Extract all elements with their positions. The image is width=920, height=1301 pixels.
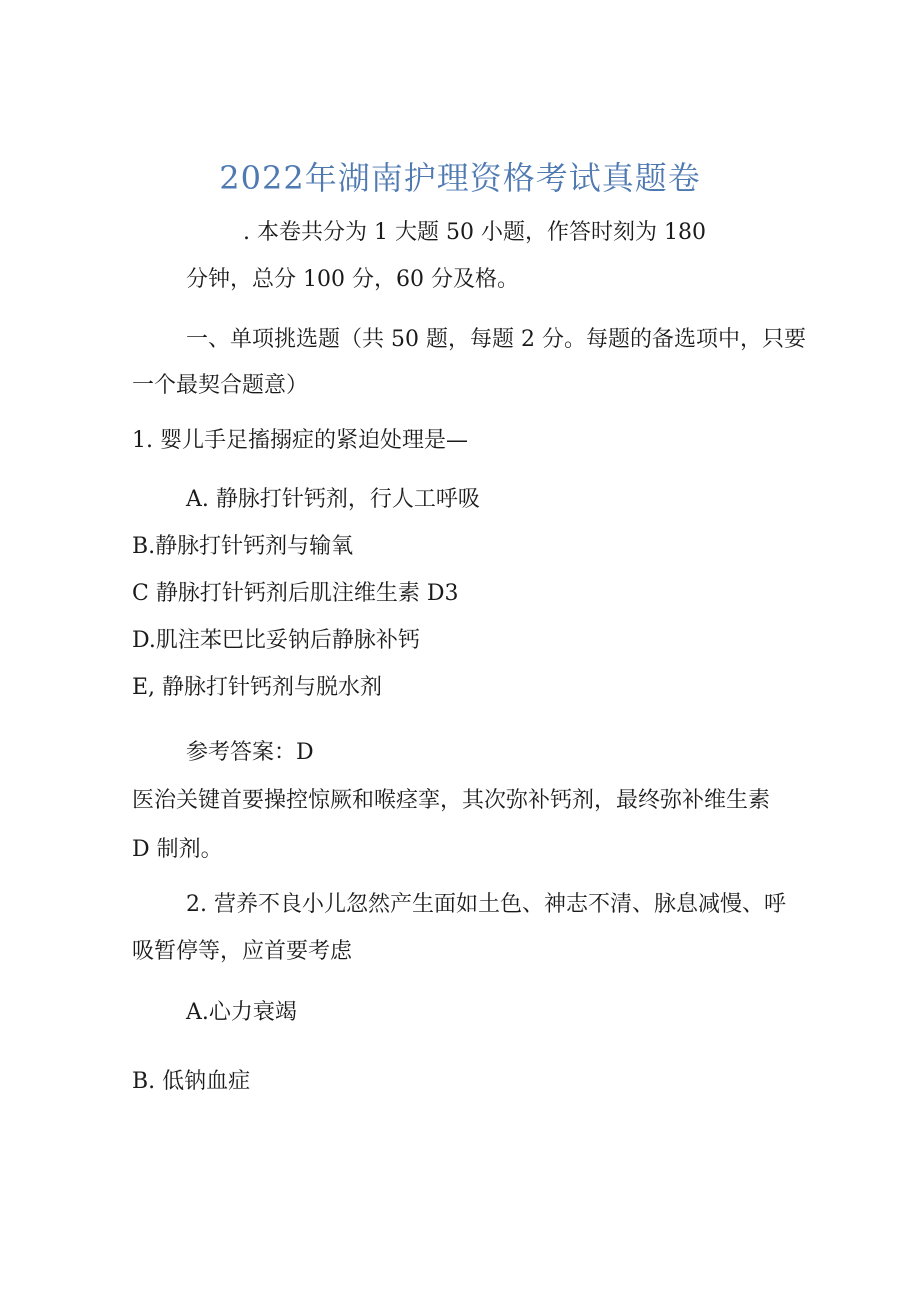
question-1-explanation-line-1: 医治关键首要操控惊厥和喉痉挛，其次弥补钙剂，最终弥补维生素	[132, 788, 771, 813]
question-1-option-b: B.静脉打针钙剂与输氧	[132, 534, 354, 559]
question-1-option-d: D.肌注苯巴比妥钠后静脉补钙	[132, 628, 420, 653]
question-1-option-e: E, 静脉打针钙剂与脱水剂	[132, 675, 383, 700]
question-2-option-a: A.心力衰竭	[186, 1000, 297, 1025]
intro-line-2: 分钟，总分 100 分，60 分及格。	[186, 267, 519, 292]
question-1-answer: 参考答案：D	[186, 740, 314, 765]
intro-line-1: . 本卷共分为 1 大题 50 小题，作答时刻为 180	[243, 220, 706, 245]
section-heading-line-1: 一、单项挑选题（共 50 题，每题 2 分。每题的备选项中，只要	[186, 327, 806, 352]
question-1-explanation-line-2: D 制剂。	[132, 837, 223, 862]
question-1-option-c: C 静脉打针钙剂后肌注维生素 D3	[132, 581, 459, 606]
section-heading-line-2: 一个最契合题意）	[132, 373, 309, 398]
question-1-option-a: A. 静脉打针钙剂，行人工呼吸	[186, 487, 480, 512]
question-2-option-b: B. 低钠血症	[132, 1069, 251, 1094]
question-1-stem: 1. 婴儿手足搐搦症的紧迫处理是—	[132, 428, 468, 453]
question-2-stem-line-1: 2. 营养不良小儿忽然产生面如土色、神志不清、脉息减慢、呼	[186, 892, 786, 917]
document-title: 2022年湖南护理资格考试真题卷	[219, 159, 701, 197]
question-2-stem-line-2: 吸暂停等，应首要考虑	[132, 939, 353, 964]
